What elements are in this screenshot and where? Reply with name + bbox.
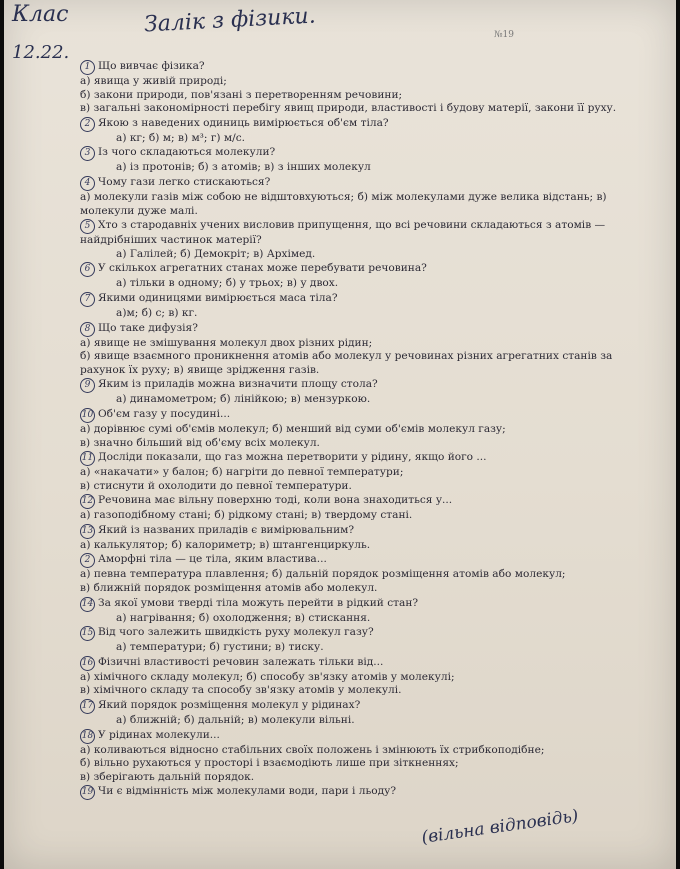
answer-option: в) хімічного складу та способу зв'язку атомів у молекулі. (80, 684, 402, 697)
answer-option: а) температури; б) густини; в) тиску. (116, 641, 324, 654)
question-number-circle: 14 (80, 597, 95, 612)
answer-option: в) стиснути й охолодити до певної температури. (80, 479, 352, 492)
question-line (80, 626, 620, 641)
answer-option: а) нагрівання; б) охолодження; в) стискання. (116, 611, 371, 624)
question-item (80, 60, 620, 116)
question-number-circle: 9 (80, 378, 95, 393)
question-text: Досліди показали, що газ можна перетворити у рідину, якщо його ... (98, 451, 487, 464)
question-number-circle: 13 (80, 524, 95, 539)
handwritten-free-answer-note: (вільна відповідь) (420, 806, 580, 848)
question-item (80, 146, 620, 175)
question-number-circle: 16 (80, 656, 95, 671)
question-item (80, 219, 620, 261)
question-item (80, 176, 620, 218)
question-item (80, 626, 620, 655)
question-line (80, 494, 620, 509)
answer-option: а) із протонів; б) з атомів; в) з інших молекул (116, 161, 371, 174)
question-line (80, 597, 620, 612)
question-text: Що таке дифузія? (98, 321, 198, 334)
answer-option: а) кг; б) м; в) м³; г) м/с. (116, 131, 246, 144)
question-number-circle: 18 (80, 729, 95, 744)
question-line (80, 699, 620, 714)
question-text: Фізичні властивості речовин залежать тільки від... (98, 655, 384, 668)
question-item (80, 729, 620, 785)
question-text: Речовина має вільну поверхню тоді, коли вона знаходиться у... (98, 494, 453, 507)
answer-option: а) «накачати» у балон; б) нагріти до певної температури; (80, 466, 404, 479)
answer-option: а) певна температура плавлення; б) дальній порядок розміщення атомів або молекул; (80, 568, 566, 581)
question-number-circle: 12 (80, 494, 95, 509)
answer-option: в) ближній порядок розміщення атомів або молекул. (80, 582, 378, 595)
answer-option: а) тільки в одному; б) у трьох; в) у двох. (116, 277, 339, 290)
question-number-circle: 3 (80, 146, 95, 161)
answer-option: в) значно більший від об'єму всіх молекул. (80, 436, 320, 449)
question-number-circle: 7 (80, 292, 95, 307)
question-number-circle: 2 (80, 553, 95, 568)
question-item (80, 117, 620, 146)
question-number-circle: 2 (80, 117, 95, 132)
question-line (80, 408, 620, 423)
question-text: Яким із приладів можна визначити площу стола? (98, 378, 378, 391)
question-text: У рідинах молекули... (98, 728, 220, 741)
answer-option: а) калькулятор; б) калориметр; в) штангенциркуль. (80, 538, 371, 551)
answer-option: в) загальні закономірності перебігу явищ природи, властивості і будову матерії, закони її руху. (80, 102, 617, 115)
answer-option: б) закони природи, пов'язані з перетворенням речовини; (80, 88, 403, 101)
question-text: Об'єм газу у посудині... (98, 407, 231, 420)
handwritten-title: Залік з фізики. (143, 3, 317, 38)
question-line (80, 378, 620, 393)
question-text: Чому гази легко стискаються? (98, 175, 271, 188)
question-item (80, 785, 620, 800)
question-line (80, 524, 620, 539)
question-text: Що вивчає фізика? (98, 60, 205, 72)
question-number-circle: 5 (80, 219, 95, 234)
question-text: Аморфні тіла — це тіла, яким властива... (98, 553, 327, 566)
question-text: Із чого складаються молекули? (98, 146, 276, 159)
answer-option: б) явище взаємного проникнення атомів або молекул у речовинах різних агрегатних станів за рахунок їх руху; в) явище зрідження газів. (80, 350, 613, 376)
question-line (80, 176, 620, 191)
question-number-circle: 8 (80, 322, 95, 337)
answer-option: а) газоподібному стані; б) рідкому стані; в) твердому стані. (80, 509, 413, 522)
question-item (80, 408, 620, 450)
question-item (80, 262, 620, 291)
question-item (80, 699, 620, 728)
handwritten-date: 12.22. (12, 42, 70, 63)
answer-option: а) хімічного складу молекул; б) способу зв'язку атомів у молекулі; (80, 670, 455, 683)
question-line (80, 729, 620, 744)
question-line (80, 656, 620, 671)
question-line (80, 553, 620, 568)
question-number-circle: 1 (80, 60, 95, 75)
handwritten-class-label: Клас (12, 2, 69, 27)
question-item (80, 292, 620, 321)
question-text: У скількох агрегатних станах може перебувати речовина? (98, 262, 427, 275)
question-text: Хто з стародавніх учених висловив припущення, що всі речовини складаються з атомів — найдрібніших частинок матерії? (80, 219, 606, 247)
question-item (80, 597, 620, 626)
question-item (80, 656, 620, 698)
answer-option: а) молекули газів між собою не відштовхуються; б) між молекулами дуже велика відстань; в) молекули дуже малі. (80, 190, 607, 217)
question-text: Якими одиницями вимірюється маса тіла? (98, 291, 338, 304)
question-line (80, 322, 620, 337)
answer-option: а) явище не змішування молекул двох різних рідин; (80, 336, 373, 349)
question-item (80, 524, 620, 553)
answer-option: а) явища у живій природі; (80, 75, 227, 87)
answer-option: а) ближній; б) дальній; в) молекули вільні. (116, 714, 355, 727)
question-text: За якої умови тверді тіла можуть перейти в рідкий стан? (98, 596, 419, 609)
question-item (80, 322, 620, 378)
page-number: №19 (494, 30, 514, 40)
question-line (80, 785, 620, 800)
answer-option: а) Галілей; б) Демокріт; в) Архімед. (116, 247, 316, 260)
question-text: Який порядок розміщення молекул у рідинах? (98, 699, 361, 712)
question-line (80, 219, 620, 248)
answer-option: а)м; б) с; в) кг. (116, 306, 198, 319)
question-number-circle: 11 (80, 451, 95, 466)
question-number-circle: 17 (80, 699, 95, 714)
question-number-circle: 19 (80, 785, 95, 800)
test-paper (4, 0, 676, 869)
answer-option: а) коливаються відносно стабільних своїх положень і змінюють їх стрибкоподібне; (80, 743, 545, 756)
question-text: Від чого залежить швидкість руху молекул газу? (98, 626, 374, 639)
answer-option: в) зберігають дальній порядок. (80, 770, 255, 783)
question-item (80, 451, 620, 493)
question-text: Який із названих приладів є вимірювальним? (98, 523, 355, 536)
question-number-circle: 15 (80, 626, 95, 641)
question-item (80, 494, 620, 523)
answer-option: а) динамометром; б) лінійкою; в) мензуркою. (116, 393, 371, 406)
question-text: Чи є відмінність між молекулами води, пари і льоду? (98, 785, 397, 798)
question-item (80, 553, 620, 595)
question-number-circle: 4 (80, 176, 95, 191)
question-line (80, 146, 620, 161)
question-item (80, 378, 620, 407)
question-text: Якою з наведених одиниць вимірюється об'єм тіла? (98, 116, 389, 129)
question-line (80, 451, 620, 466)
question-number-circle: 6 (80, 262, 95, 277)
question-line (80, 262, 620, 277)
question-line (80, 60, 620, 75)
answer-option: а) дорівнює сумі об'ємів молекул; б) менший від суми об'ємів молекул газу; (80, 422, 506, 435)
question-line (80, 292, 620, 307)
answer-option: б) вільно рухаються у просторі і взаємодіють лише при зіткненнях; (80, 757, 459, 770)
question-number-circle: 10 (80, 408, 95, 423)
question-list (80, 60, 620, 801)
question-line (80, 117, 620, 132)
